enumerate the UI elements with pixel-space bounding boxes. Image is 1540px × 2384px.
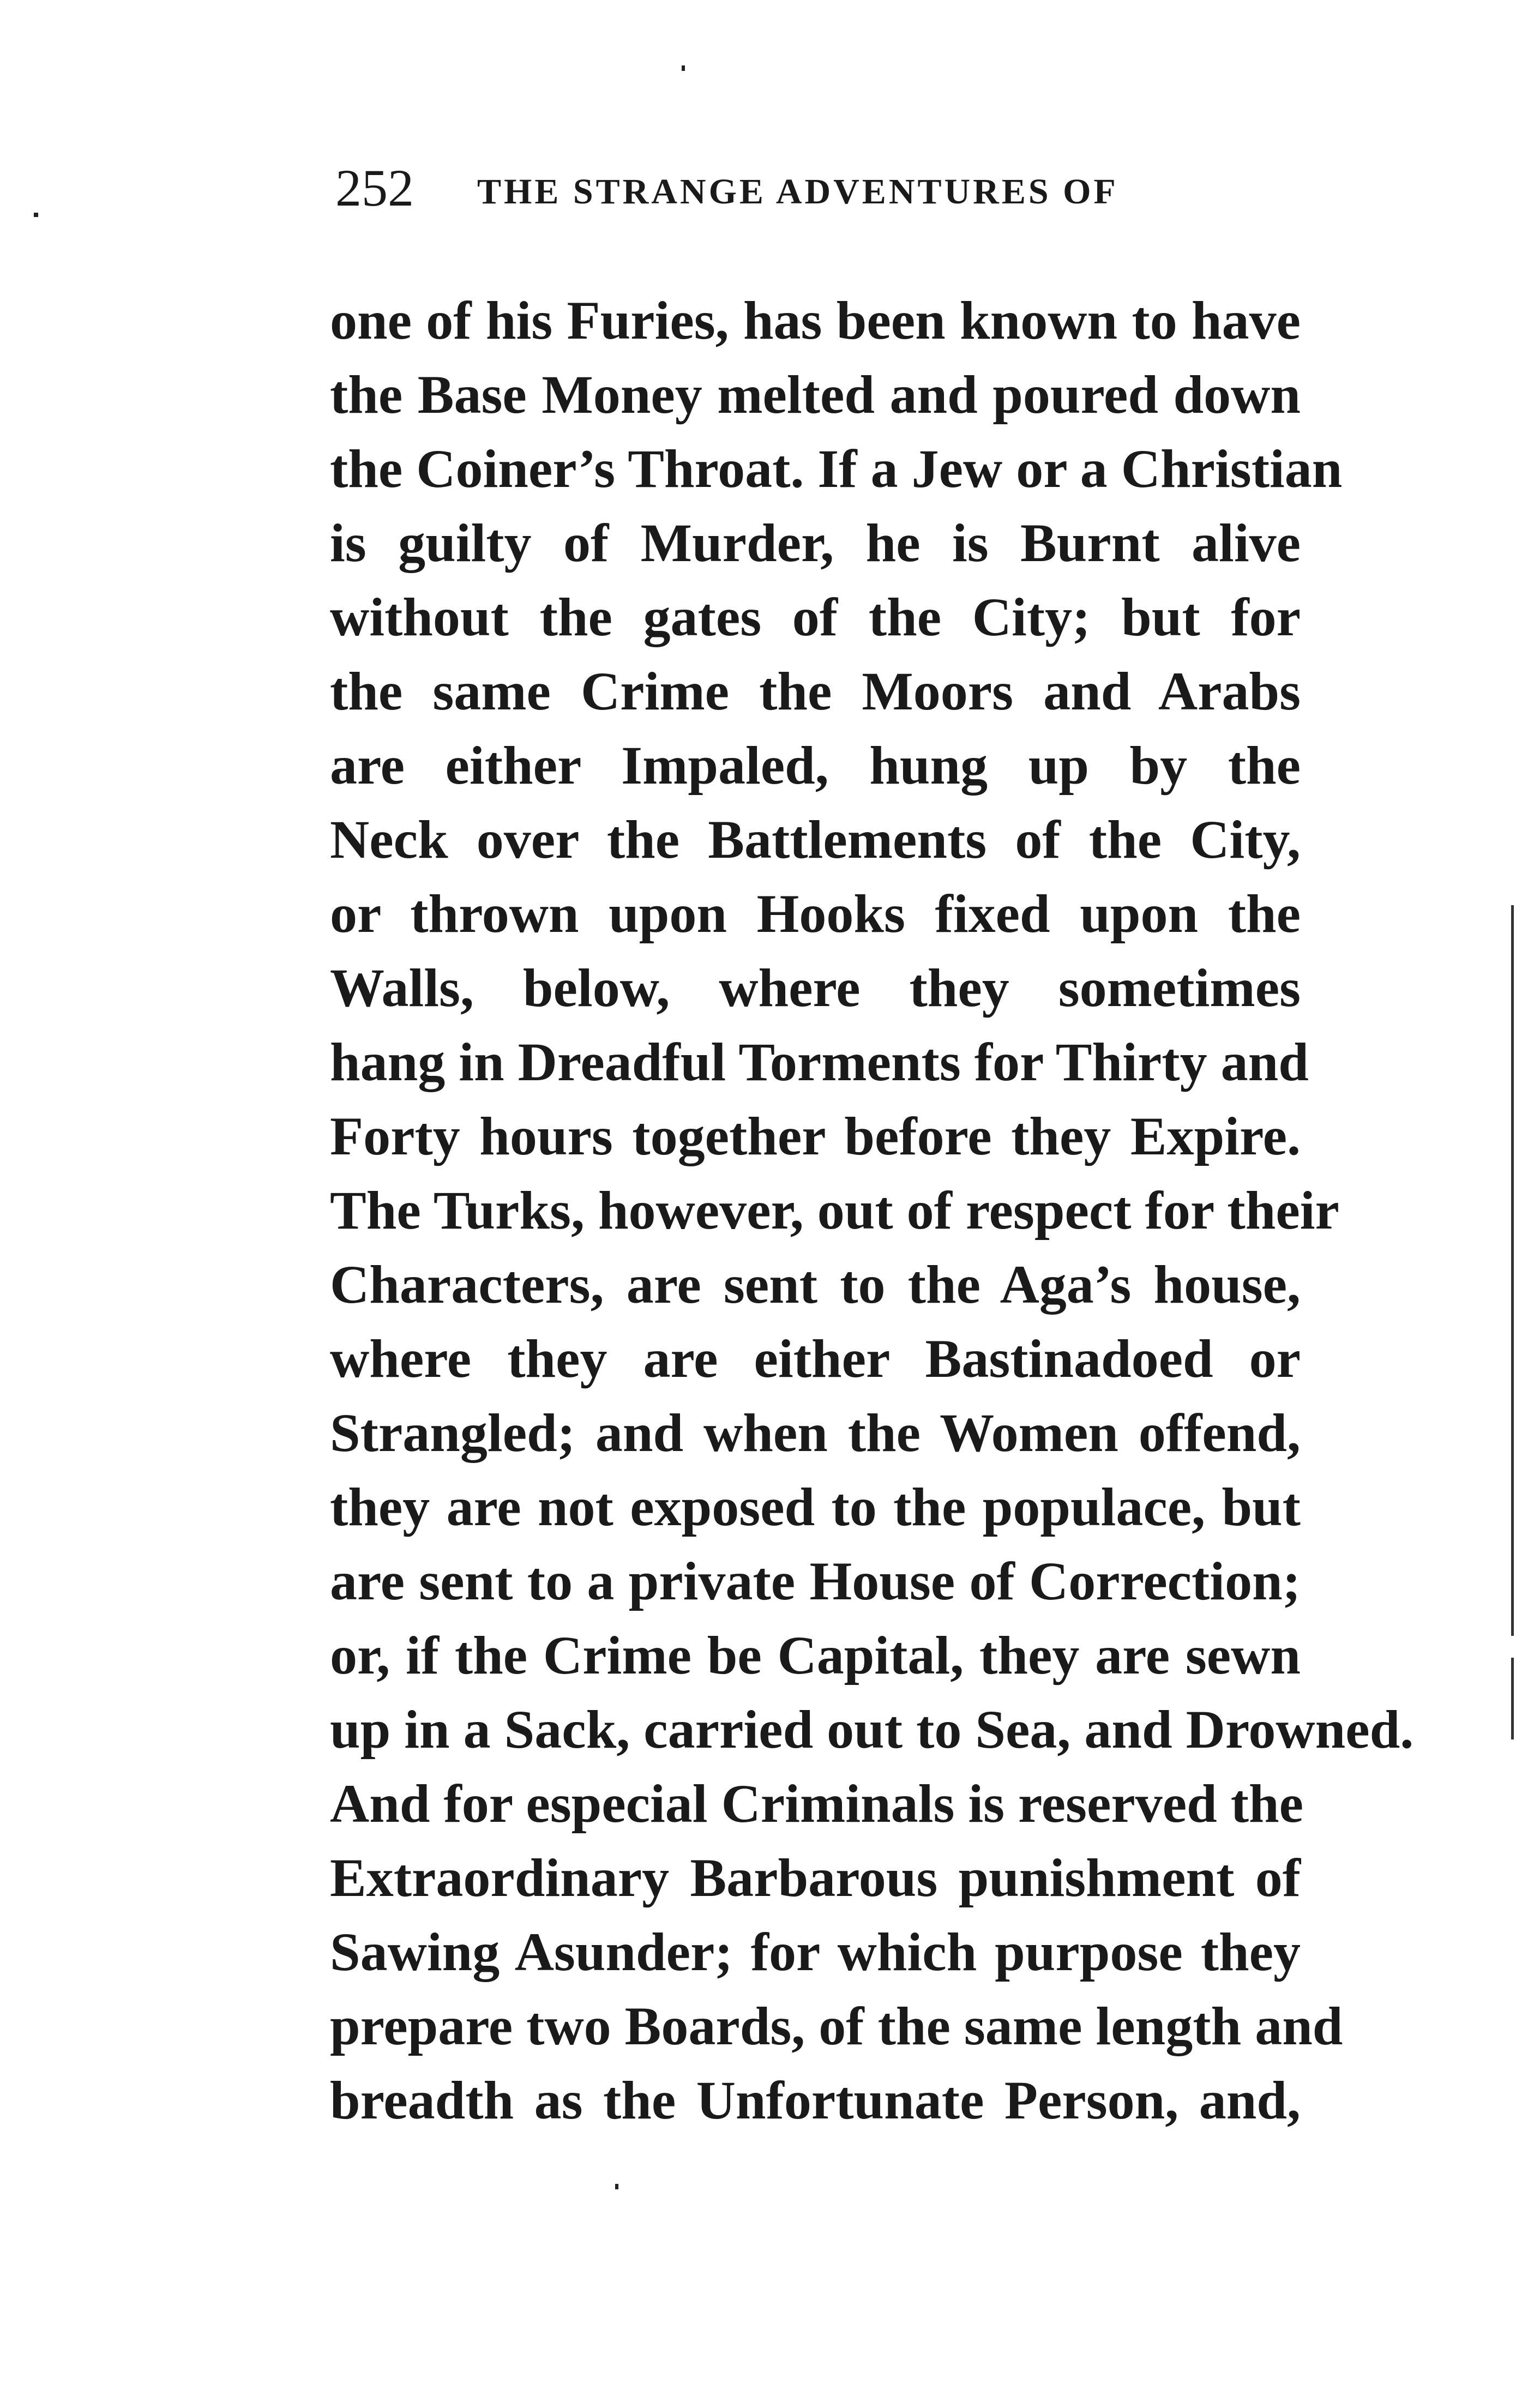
scan-edge-line (1511, 1658, 1514, 1739)
text-line: up in a Sack, carried out to Sea, and Drowned. (330, 1699, 1414, 1760)
text-line: or, if the Crime be Capital, they are sewn (330, 1625, 1301, 1685)
text-line: they are not exposed to the populace, but (330, 1477, 1301, 1537)
text-line: are either Impaled, hung up by the (330, 735, 1301, 796)
text-line: is guilty of Murder, he is Burnt alive (330, 513, 1301, 573)
scan-speck (682, 65, 685, 71)
text-line: where they are either Bastinadoed or (330, 1328, 1301, 1389)
text-line: without the gates of the City; but for (330, 587, 1301, 647)
page-number: 252 (335, 159, 414, 217)
text-line: are sent to a private House of Correction; (330, 1551, 1301, 1611)
text-line: The Turks, however, out of respect for their (330, 1180, 1339, 1241)
text-line: And for especial Criminals is reserved the (330, 1773, 1304, 1834)
text-line: or thrown upon Hooks fixed upon the (330, 883, 1301, 944)
scan-speck (34, 213, 38, 217)
text-line: Characters, are sent to the Aga’s house, (330, 1254, 1301, 1315)
scan-speck (615, 2184, 618, 2189)
text-line: the Base Money melted and poured down (330, 364, 1301, 425)
text-line: the Coiner’s Throat. If a Jew or a Christian (330, 438, 1343, 499)
text-line: Walls, below, where they sometimes (330, 958, 1301, 1018)
text-line: breadth as the Unfortunate Person, and, (330, 2070, 1301, 2130)
body-text (330, 284, 1414, 2138)
text-line: Neck over the Battlements of the City, (330, 809, 1301, 870)
text-line: Extraordinary Barbarous punishment of (330, 1847, 1301, 1908)
running-head: THE STRANGE ADVENTURES OF (477, 172, 1118, 212)
text-line: prepare two Boards, of the same length and (330, 1996, 1343, 2056)
scan-edge-line (1511, 905, 1514, 1636)
page-header (335, 155, 1371, 232)
text-line: Strangled; and when the Women offend, (330, 1402, 1301, 1463)
text-line: one of his Furies, has been known to have (330, 290, 1301, 351)
text-line: hang in Dreadful Torments for Thirty and (330, 1032, 1309, 1092)
text-line: the same Crime the Moors and Arabs (330, 661, 1301, 721)
text-line: Sawing Asunder; for which purpose they (330, 1922, 1301, 1982)
text-line: Forty hours together before they Expire. (330, 1106, 1301, 1166)
